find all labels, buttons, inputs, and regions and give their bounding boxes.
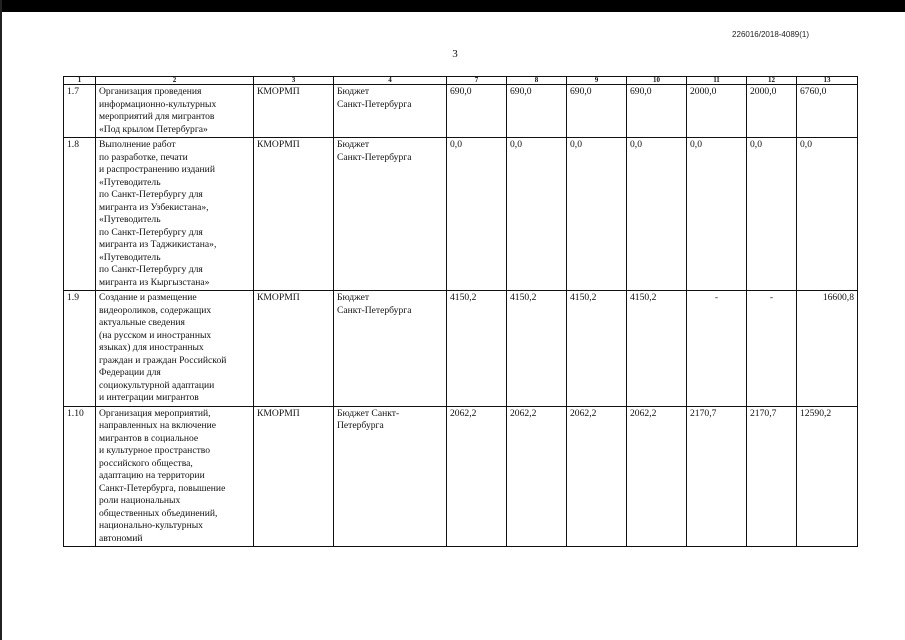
executor: КМОРМП bbox=[254, 291, 334, 407]
column-header: 9 bbox=[567, 77, 627, 85]
column-header: 7 bbox=[447, 77, 507, 85]
value-cell: 690,0 bbox=[447, 85, 507, 138]
document-number: 226016/2018-4089(1) bbox=[732, 30, 809, 39]
value-cell: 690,0 bbox=[627, 85, 687, 138]
value-cell: 0,0 bbox=[747, 138, 797, 291]
value-cell: 2000,0 bbox=[687, 85, 747, 138]
column-header: 10 bbox=[627, 77, 687, 85]
page-number: 3 bbox=[452, 48, 458, 60]
row-id: 1.7 bbox=[64, 85, 96, 138]
row-id: 1.10 bbox=[64, 406, 96, 547]
table-row bbox=[64, 138, 858, 291]
activity-name: Выполнение работ по разработке, печати и распространению изданий «Путеводитель по Санкт-Петербургу для мигранта из Узбекистана», «Путеводитель по Санкт-Петербургу для мигранта из Таджикистана», «Путеводитель по Санкт-Петербургу для мигранта из Кыргызстана» bbox=[96, 138, 254, 291]
column-header: 1 bbox=[64, 77, 96, 85]
column-header: 2 bbox=[96, 77, 254, 85]
table-row bbox=[64, 406, 858, 547]
value-cell: 0,0 bbox=[507, 138, 567, 291]
row-id: 1.9 bbox=[64, 291, 96, 407]
value-cell: - bbox=[747, 291, 797, 407]
column-header: 11 bbox=[687, 77, 747, 85]
value-cell: - bbox=[687, 291, 747, 407]
value-cell: 2062,2 bbox=[447, 406, 507, 547]
funding-source: Бюджет Санкт-Петербурга bbox=[334, 85, 447, 138]
value-cell: 0,0 bbox=[687, 138, 747, 291]
activity-name: Организация проведения информационно-культурных мероприятий для мигрантов «Под крылом Петербурга» bbox=[96, 85, 254, 138]
scan-left-border bbox=[0, 0, 2, 640]
scan-top-border bbox=[0, 0, 905, 12]
activity-name: Организация мероприятий, направленных на включение мигрантов в социальное и культурное пространство российского общества, адаптацию на территории Санкт-Петербурга, повышение роли национальных общественных объединений, национально-культурных автономий bbox=[96, 406, 254, 547]
executor: КМОРМП bbox=[254, 85, 334, 138]
value-cell: 0,0 bbox=[627, 138, 687, 291]
executor: КМОРМП bbox=[254, 406, 334, 547]
value-cell: 0,0 bbox=[447, 138, 507, 291]
value-cell: 4150,2 bbox=[507, 291, 567, 407]
value-cell: 2062,2 bbox=[507, 406, 567, 547]
value-cell: 0,0 bbox=[797, 138, 858, 291]
value-cell: 2000,0 bbox=[747, 85, 797, 138]
value-cell: 6760,0 bbox=[797, 85, 858, 138]
value-cell: 2062,2 bbox=[567, 406, 627, 547]
column-header: 3 bbox=[254, 77, 334, 85]
funding-source: Бюджет Санкт-Петербурга bbox=[334, 291, 447, 407]
value-cell: 16600,8 bbox=[797, 291, 858, 407]
column-header: 4 bbox=[334, 77, 447, 85]
value-cell: 690,0 bbox=[567, 85, 627, 138]
column-header: 12 bbox=[747, 77, 797, 85]
value-cell: 2170,7 bbox=[747, 406, 797, 547]
activity-name: Создание и размещение видеороликов, содержащих актуальные сведения (на русском и иностранных языках) для иностранных граждан и граждан Российской Федерации для социокультурной адаптации и интеграции мигрантов bbox=[96, 291, 254, 407]
value-cell: 12590,2 bbox=[797, 406, 858, 547]
value-cell: 690,0 bbox=[507, 85, 567, 138]
program-activities-table bbox=[63, 76, 858, 547]
executor: КМОРМП bbox=[254, 138, 334, 291]
row-id: 1.8 bbox=[64, 138, 96, 291]
value-cell: 4150,2 bbox=[627, 291, 687, 407]
funding-source: Бюджет Санкт-Петербурга bbox=[334, 138, 447, 291]
table-row bbox=[64, 85, 858, 138]
value-cell: 2062,2 bbox=[627, 406, 687, 547]
value-cell: 4150,2 bbox=[447, 291, 507, 407]
value-cell: 4150,2 bbox=[567, 291, 627, 407]
table-row bbox=[64, 291, 858, 407]
value-cell: 2170,7 bbox=[687, 406, 747, 547]
funding-source: Бюджет Санкт- Петербурга bbox=[334, 406, 447, 547]
value-cell: 0,0 bbox=[567, 138, 627, 291]
column-header: 8 bbox=[507, 77, 567, 85]
header-row bbox=[64, 77, 858, 85]
column-header: 13 bbox=[797, 77, 858, 85]
